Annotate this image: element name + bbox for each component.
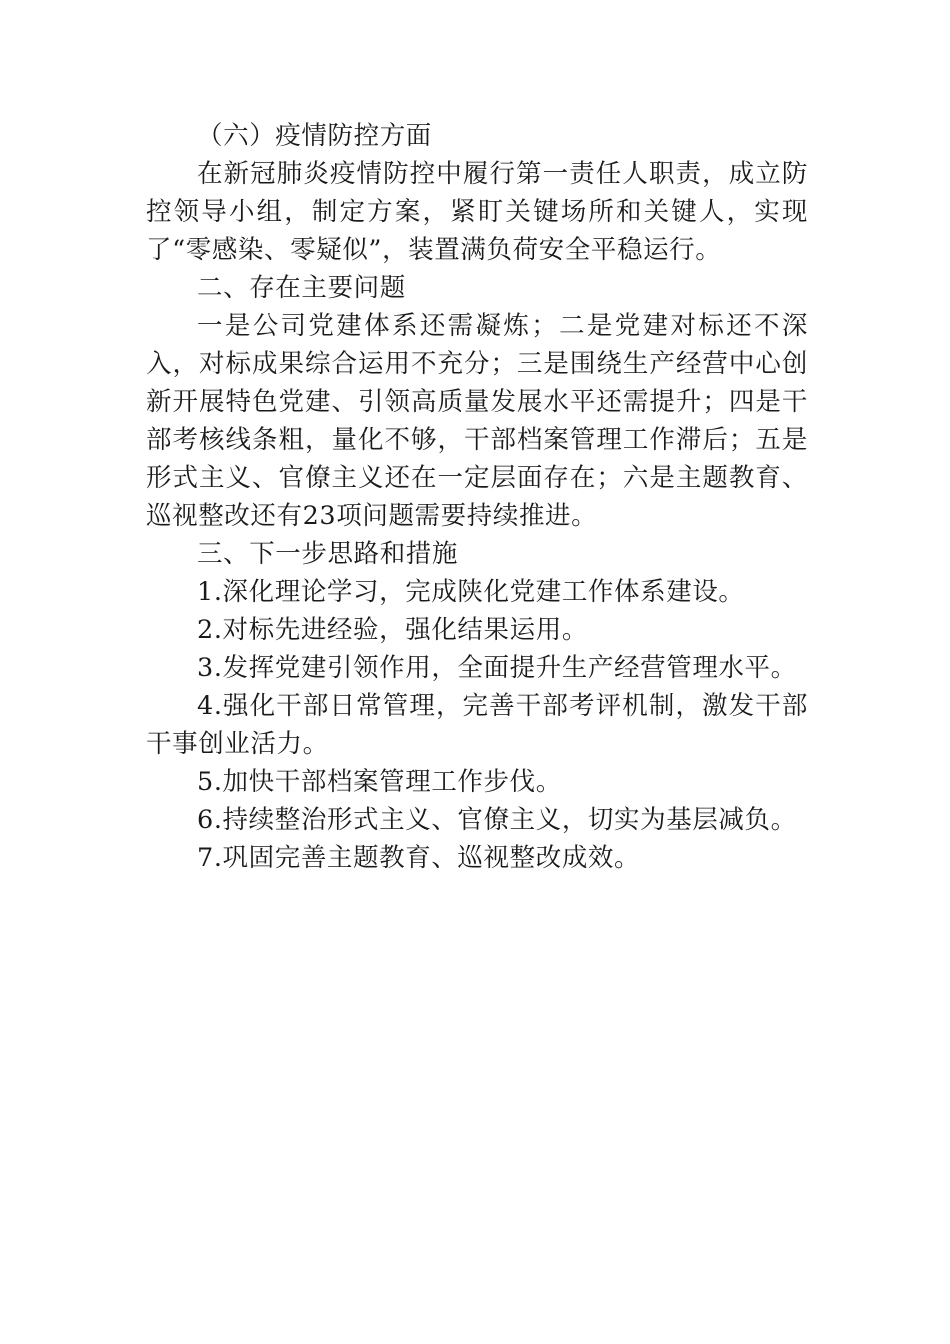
- measure-item-4: 4.强化干部日常管理，完善干部考评机制，激发干部干事创业活力。: [146, 691, 808, 759]
- measure-item-2: 2.对标先进经验，强化结果运用。: [197, 615, 588, 645]
- document-page: [146, 117, 808, 877]
- measure-item-3: 3.发挥党建引领作用，全面提升生产经营管理水平。: [197, 653, 797, 683]
- measure-item-6: 6.持续整治形式主义、官僚主义，切实为基层减负。: [197, 805, 797, 835]
- paragraph-problems: 一是公司党建体系还需凝炼；二是党建对标还不深入，对标成果综合运用不充分；三是围绕生产经营中心创新开展特色党建、引领高质量发展水平还需提升；四是干部考核线条粗，量化不够，干部档案管理工作滞后；五是形式主义、官僚主义还在一定层面存在；六是主题教育、巡视整改还有23项问题需要持续推进。: [146, 311, 808, 531]
- measure-item-5: 5.加快干部档案管理工作步伐。: [197, 767, 562, 797]
- section-heading-measures: 三、下一步思路和措施: [197, 539, 459, 569]
- measure-item-7: 7.巩固完善主题教育、巡视整改成效。: [197, 843, 641, 873]
- measure-item-1: 1.深化理论学习，完成陕化党建工作体系建设。: [197, 577, 745, 607]
- section-heading-epidemic: （六）疫情防控方面: [197, 121, 432, 151]
- paragraph-epidemic: 在新冠肺炎疫情防控中履行第一责任人职责，成立防控领导小组，制定方案，紧盯关键场所和关键人，实现了“零感染、零疑似”，装置满负荷安全平稳运行。: [146, 159, 808, 265]
- section-heading-problems: 二、存在主要问题: [197, 273, 406, 303]
